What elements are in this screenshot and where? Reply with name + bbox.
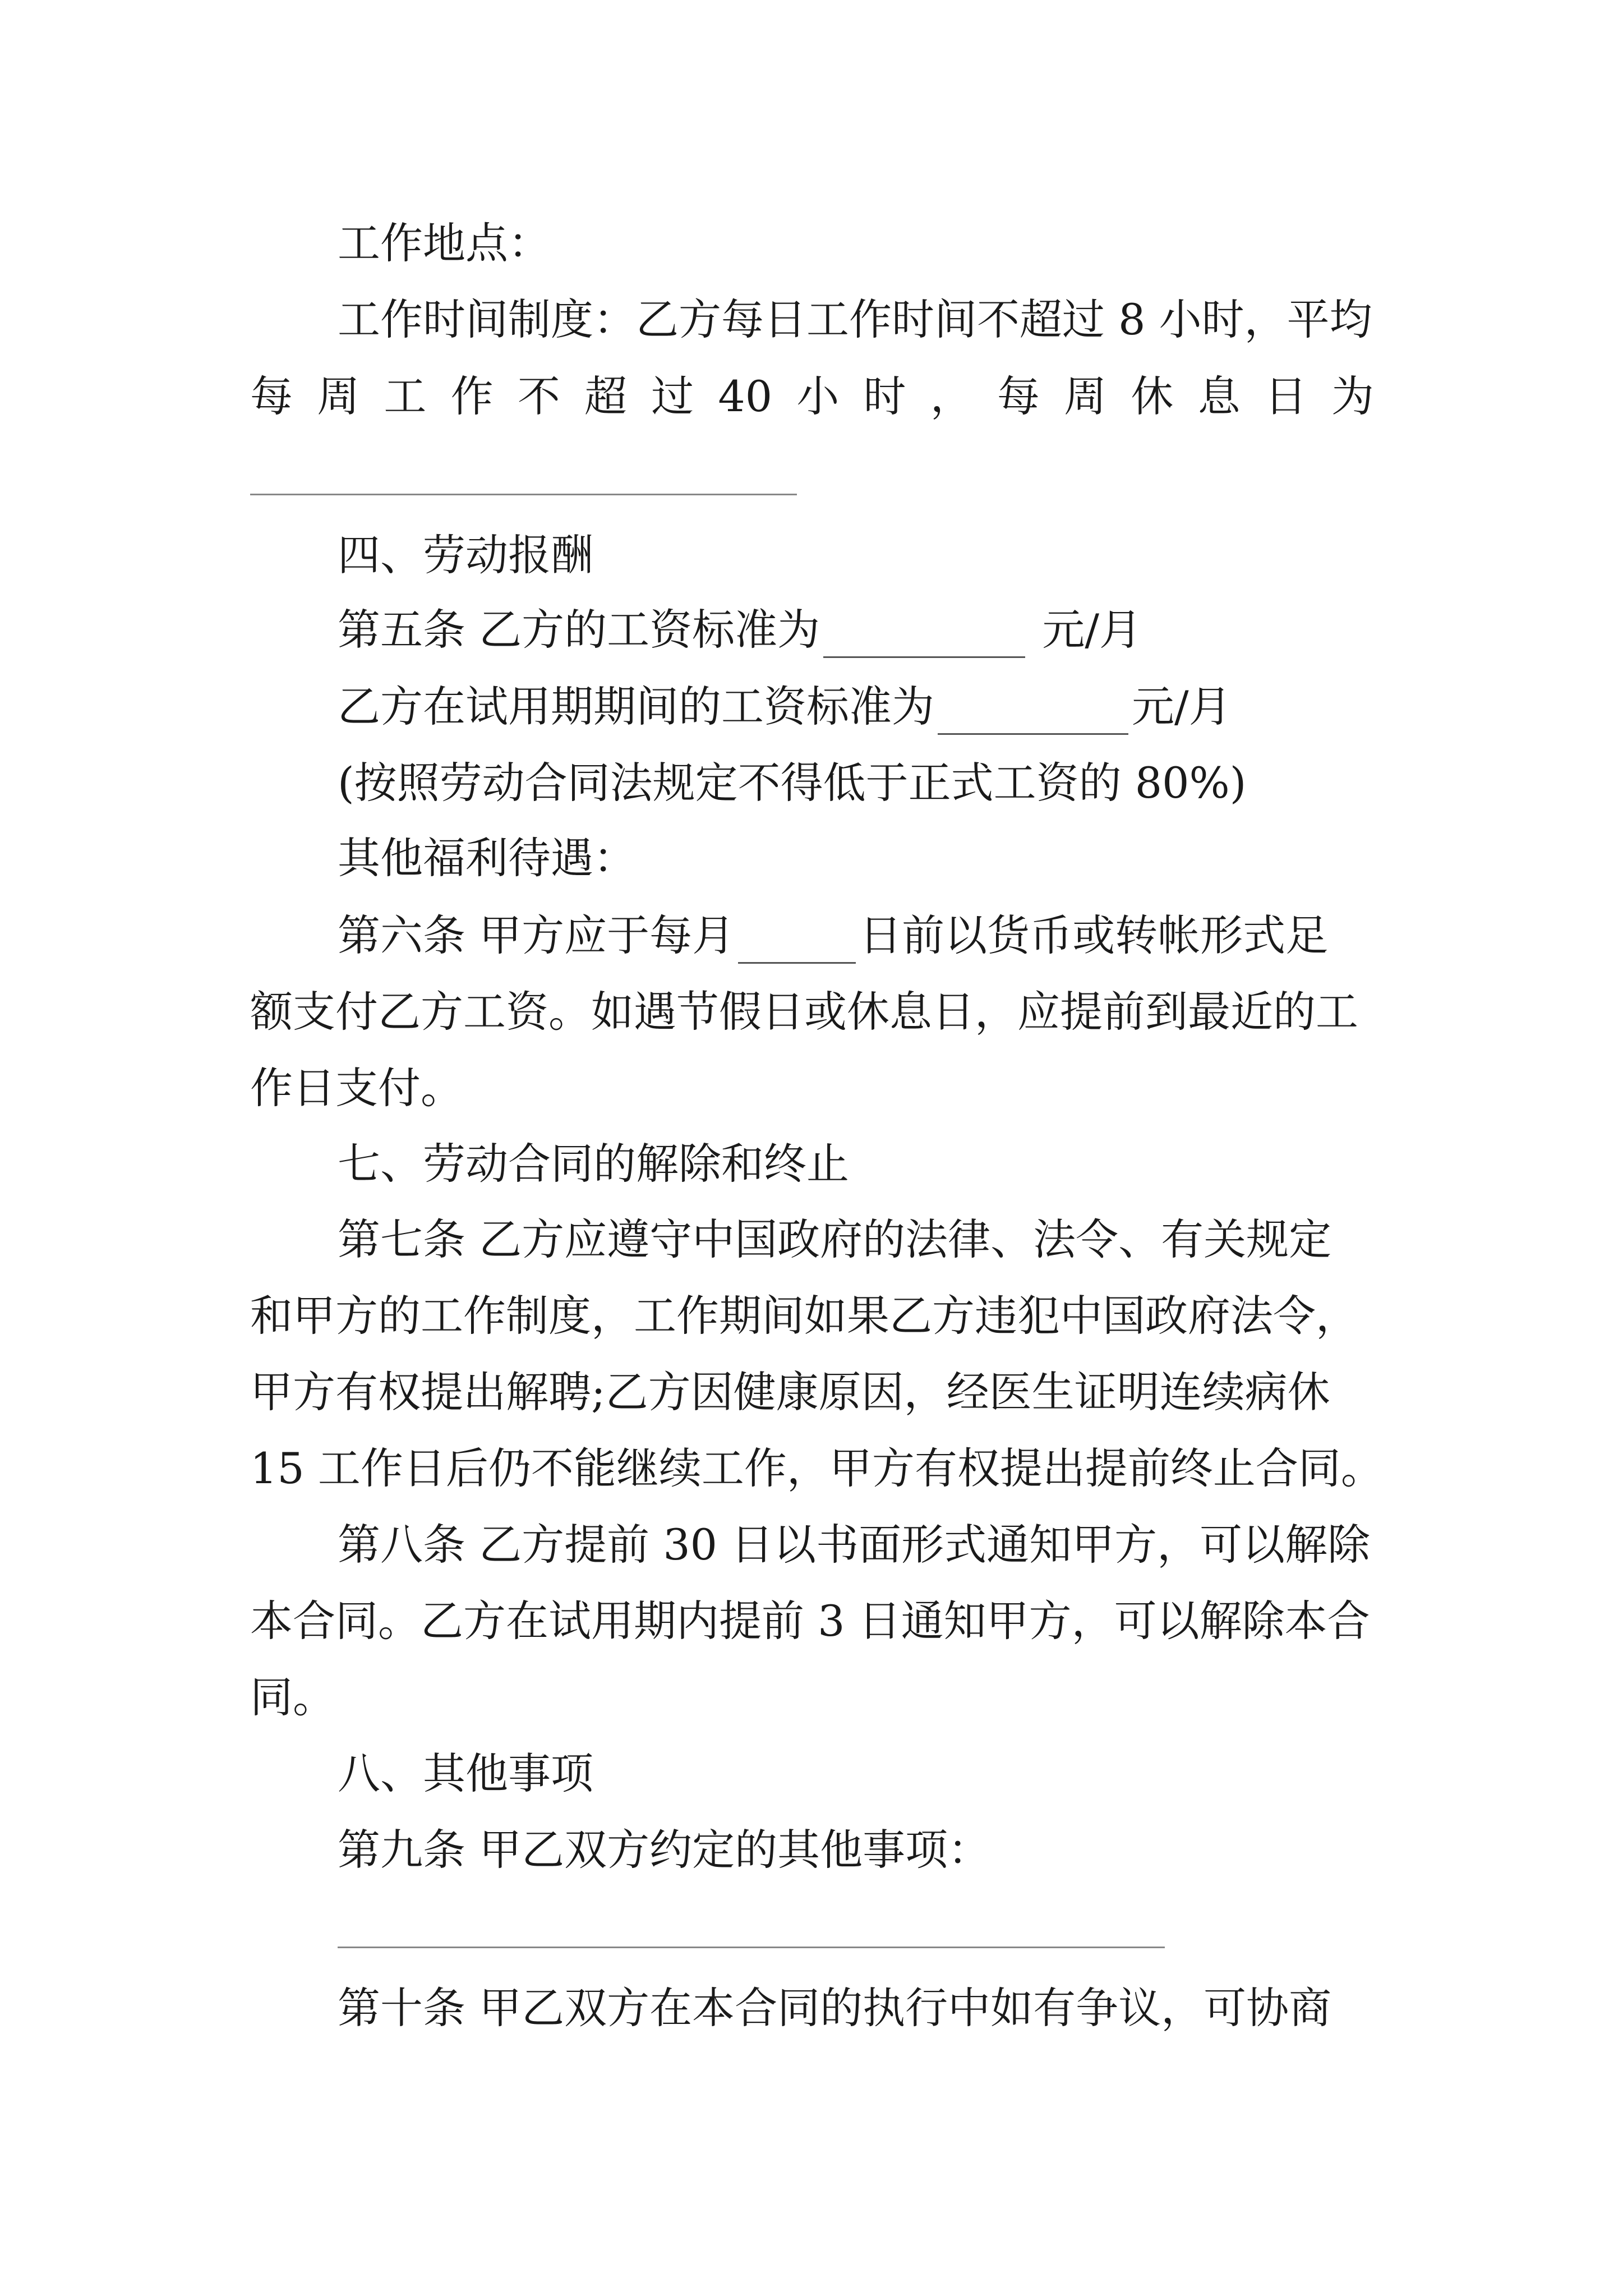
weekly-hours-token: 周 [317, 371, 360, 421]
article-8-line-3: 同。 [250, 1672, 335, 1722]
section-heading-termination: 七、劳动合同的解除和终止 [338, 1139, 849, 1189]
probation-note-line: (按照劳动合同法规定不得低于正式工资的 80%) [338, 758, 1247, 808]
weekly-hours-line [250, 369, 1374, 425]
weekly-hours-token: 40 [718, 371, 773, 421]
weekly-hours-token: 息 [1197, 371, 1241, 421]
work-hours-line: 工作时间制度：乙方每日工作时间不超过 8 小时，平均 [338, 295, 1372, 344]
article-6-text-cont: 日前以货币或转帐形式足 [859, 910, 1329, 960]
article-6-line [338, 908, 1328, 964]
weekly-hours-token: 每 [997, 371, 1040, 421]
other-matters-blank-rule [338, 1947, 1165, 1948]
weekly-hours-token: 工 [384, 371, 427, 421]
weekly-hours-token: 小 [796, 371, 840, 421]
weekly-hours-token: 时 [863, 371, 906, 421]
weekly-hours-token: 日 [1264, 371, 1307, 421]
weekly-hours-token: 每 [250, 371, 293, 421]
weekly-hours-token: ， [930, 371, 973, 421]
article-6-line-3: 作日支付。 [250, 1063, 463, 1113]
weekly-hours-token: 作 [450, 371, 494, 421]
pay-day-blank [738, 923, 856, 964]
article-8-line-2: 本合同。乙方在试用期内提前 3 日通知甲方，可以解除本合 [250, 1596, 1370, 1646]
weekly-hours-token: 休 [1131, 371, 1174, 421]
weekly-hours-token: 不 [517, 371, 560, 421]
probation-salary-text: 乙方在试用期期间的工资标准为 [338, 682, 934, 731]
article-5-line [338, 602, 1142, 658]
weekly-hours-token: 过 [651, 371, 694, 421]
article-8-line-1: 第八条 乙方提前 30 日以书面形式通知甲方，可以解除 [338, 1520, 1371, 1570]
article-7-line-1: 第七条 乙方应遵守中国政府的法律、法令、有关规定 [338, 1214, 1332, 1264]
article-6-text: 第六条 甲方应于每月 [338, 910, 735, 960]
article-9-line: 第九条 甲乙双方约定的其他事项： [338, 1825, 991, 1875]
salary-blank [823, 617, 1025, 658]
article-10-line: 第十条 甲乙双方在本合同的执行中如有争议，可协商 [338, 1983, 1332, 2033]
blank-rule [250, 494, 797, 495]
weekly-hours-token: 为 [1331, 371, 1374, 421]
probation-salary-blank [938, 694, 1128, 735]
section-heading-remuneration: 四、劳动报酬 [338, 530, 593, 580]
article-7-line-3: 甲方有权提出解聘;乙方因健康原因，经医生证明连续病休 [250, 1367, 1330, 1417]
article-6-line-2: 额支付乙方工资。如遇节假日或休息日，应提前到最近的工 [250, 987, 1358, 1037]
probation-salary-unit: 元/月 [1132, 682, 1232, 731]
work-location-line: 工作地点： [338, 218, 551, 268]
article-7-line-4: 15 工作日后仍不能继续工作，甲方有权提出提前终止合同。 [250, 1443, 1384, 1493]
article-7-line-2: 和甲方的工作制度，工作期间如果乙方违犯中国政府法令， [250, 1291, 1358, 1341]
other-benefits-line: 其他福利待遇： [338, 833, 636, 883]
probation-salary-line [338, 679, 1232, 735]
weekly-hours-token: 周 [1064, 371, 1107, 421]
weekly-hours-token: 超 [584, 371, 628, 421]
article-5-unit: 元/月 [1029, 605, 1142, 655]
section-heading-other: 八、其他事项 [338, 1749, 593, 1798]
article-5-text: 第五条 乙方的工资标准为 [338, 605, 820, 655]
